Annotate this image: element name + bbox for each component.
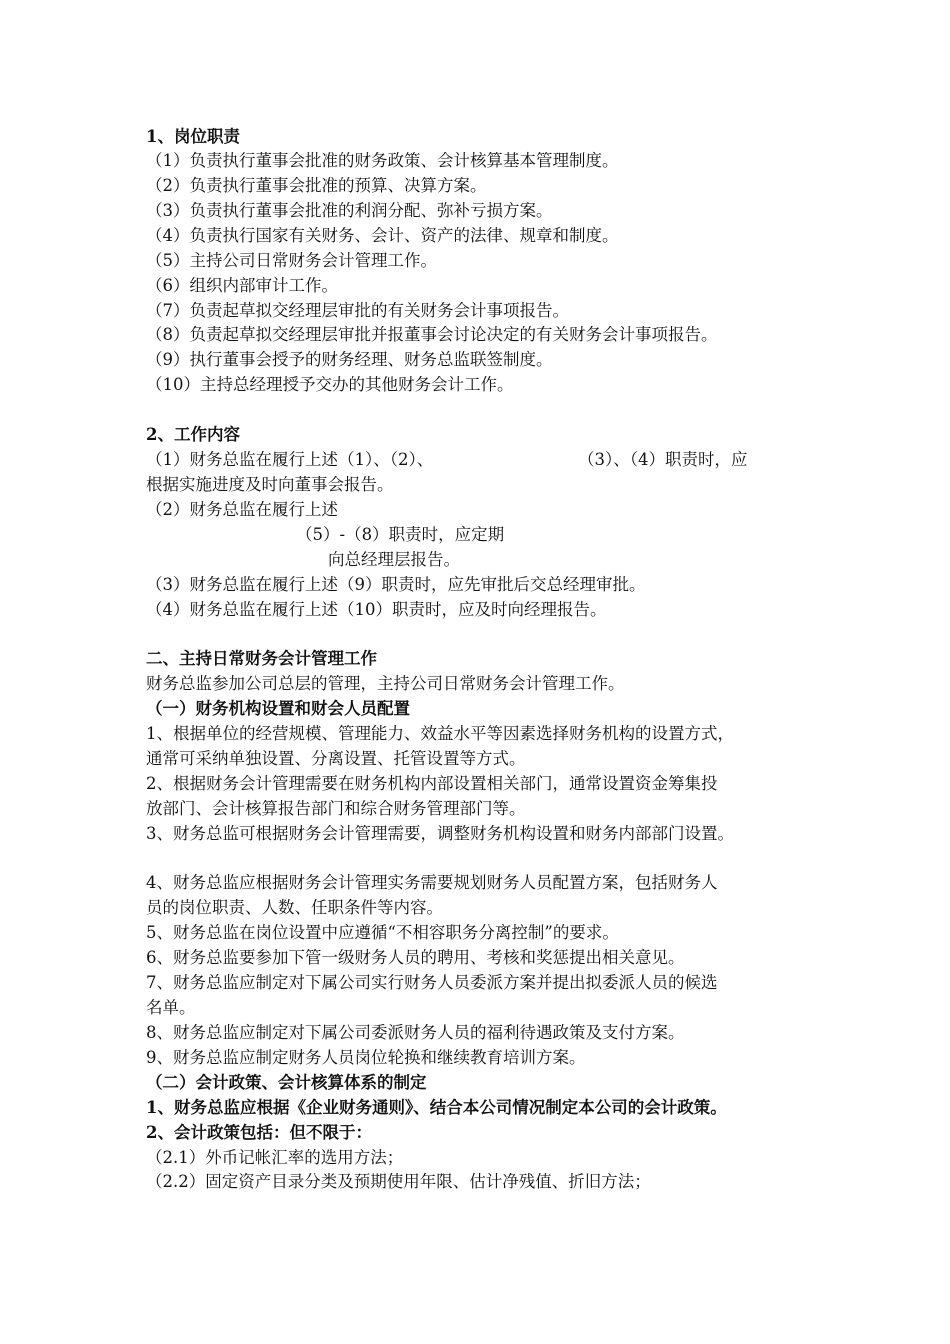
subheading-org-setup: （一）财务机构设置和财会人员配置: [146, 699, 410, 718]
org-para-1-line1: 1、根据单位的经营规模、管理能力、效益水平等因素选择财务机构的设置方式，: [146, 724, 734, 743]
duty-item-5: （5）主持公司日常财务会计管理工作。: [146, 251, 437, 270]
duty-item-4: （4）负责执行国家有关财务、会计、资产的法律、规章和制度。: [146, 226, 619, 245]
work-item-4: （4）财务总监在履行上述（10）职责时，应及时向经理报告。: [146, 600, 607, 619]
org-para-2-line2: 放部门、会计核算报告部门和综合财务管理部门等。: [146, 799, 526, 818]
work-item-2b: （5）-（8）职责时，应定期: [296, 525, 505, 544]
duty-item-1: （1）负责执行董事会批准的财务政策、会计核算基本管理制度。: [146, 151, 619, 170]
org-para-4-line1: 4、财务总监应根据财务会计管理实务需要规划财务人员配置方案，包括财务人: [146, 873, 718, 892]
org-para-4-line2: 员的岗位职责、人数、任职条件等内容。: [146, 898, 443, 917]
org-para-1-line2: 通常可采纳单独设置、分离设置、托管设置等方式。: [146, 749, 526, 768]
duty-item-7: （7）负责起草拟交经理层审批的有关财务会计事项报告。: [146, 301, 569, 320]
org-para-2-line1: 2、根据财务会计管理需要在财务机构内部设置相关部门，通常设置资金筹集投: [146, 774, 718, 793]
section-heading-duties: 1、岗位职责: [146, 127, 240, 146]
work-item-2a: （2）财务总监在履行上述: [146, 500, 338, 519]
work-item-3: （3）财务总监在履行上述（9）职责时，应先审批后交总经理审批。: [146, 575, 646, 594]
duty-item-3: （3）负责执行董事会批准的利润分配、弥补亏损方案。: [146, 201, 553, 220]
org-para-5: 5、财务总监在岗位设置中应遵循“不相容职务分离控制”的要求。: [146, 923, 619, 942]
work-item-1c: 根据实施进度及时向董事会报告。: [146, 475, 394, 494]
duty-item-8: （8）负责起草拟交经理层审批并报董事会讨论决定的有关财务会计事项报告。: [146, 325, 718, 344]
policy-para-1: 1、财务总监应根据《企业财务通则》、结合本公司情况制定本公司的会计政策。: [146, 1098, 727, 1117]
duty-item-10: （10）主持总经理授予交办的其他财务会计工作。: [146, 375, 514, 394]
org-para-9: 9、财务总监应制定财务人员岗位轮换和继续教育培训方案。: [146, 1048, 586, 1067]
work-item-1a: （1）财务总监在履行上述（1）、（2）、: [146, 450, 434, 469]
subheading-accounting-policy: （二）会计政策、会计核算体系的制定: [146, 1073, 427, 1092]
policy-item-2-1: （2.1）外币记帐汇率的选用方法；: [146, 1148, 404, 1167]
section-heading-work: 2、工作内容: [146, 425, 240, 444]
org-para-3: 3、财务总监可根据财务会计管理需要，调整财务机构设置和财务内部部门设置。: [146, 824, 734, 843]
duty-item-9: （9）执行董事会授予的财务经理、财务总监联签制度。: [146, 350, 553, 369]
section-heading-management: 二、主持日常财务会计管理工作: [146, 649, 377, 668]
duty-item-2: （2）负责执行董事会批准的预算、决算方案。: [146, 176, 487, 195]
org-para-7-line1: 7、财务总监应制定对下属公司实行财务人员委派方案并提出拟委派人员的候选: [146, 973, 718, 992]
policy-item-2-2: （2.2）固定资产目录分类及预期使用年限、估计净残值、折旧方法；: [146, 1172, 651, 1191]
org-para-6: 6、财务总监要参加下管一级财务人员的聘用、考核和奖惩提出相关意见。: [146, 948, 685, 967]
org-para-8: 8、财务总监应制定对下属公司委派财务人员的福利待遇政策及支付方案。: [146, 1023, 685, 1042]
work-item-2c: 向总经理层报告。: [328, 550, 460, 569]
management-intro: 财务总监参加公司总层的管理，主持公司日常财务会计管理工作。: [146, 674, 625, 693]
duty-item-6: （6）组织内部审计工作。: [146, 276, 338, 295]
policy-para-2: 2、会计政策包括：但不限于：: [146, 1123, 372, 1142]
work-item-1b: （3）、（4）职责时，应: [578, 450, 748, 469]
org-para-7-line2: 名单。: [146, 998, 196, 1017]
